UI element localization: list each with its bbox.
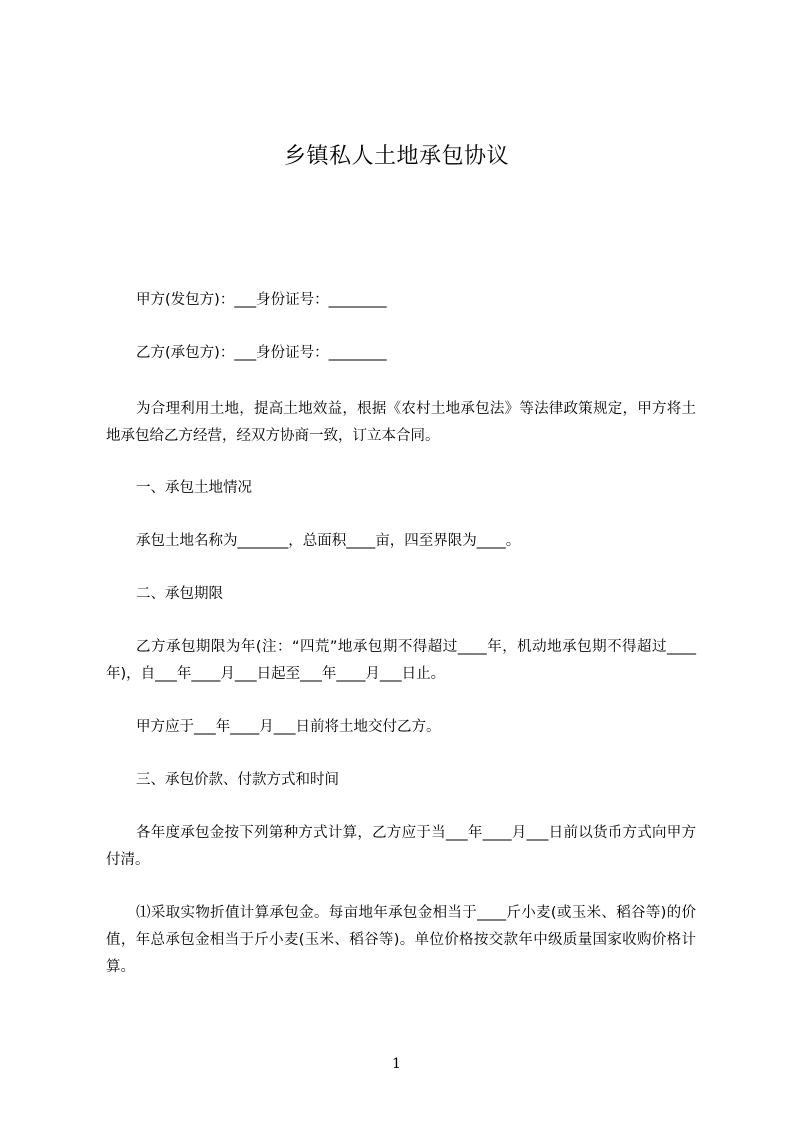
land-info-paragraph: 承包土地名称为_______，总面积____亩，四至界限为____。 (136, 533, 521, 549)
section-heading-term: 二、承包期限 (136, 586, 223, 602)
page-number: 1 (392, 1056, 401, 1072)
term-paragraph: 乙方承包期限为年(注：“四荒”地承包期不得超过____年，机动地承包期不得超过____年)，自___年____月___日起至___年____月___日止。 (106, 639, 696, 682)
document-title: 乡镇私人土地承包协议 (283, 144, 509, 169)
payment-method-1-paragraph: ⑴采取实物折值计算承包金。每亩地年承包金相当于____斤小麦(或玉米、稻谷等)的价值，年总承包金相当于斤小麦(玉米、稻谷等)。单位价格按交款年中级质量国家收购价格计算。 (106, 905, 696, 975)
party-a-line: 甲方(发包方)：___身份证号：________ (136, 292, 387, 308)
preamble-paragraph: 为合理利用土地，提高土地效益，根据《农村土地承包法》等法律政策规定，甲方将土地承包给乙方经营，经双方协商一致，订立本合同。 (106, 401, 696, 444)
section-heading-payment: 三、承包价款、付款方式和时间 (136, 772, 339, 788)
party-b-line: 乙方(承包方)：___身份证号：________ (136, 345, 387, 361)
section-heading-land-info: 一、承包土地情况 (136, 480, 252, 496)
payment-paragraph: 各年度承包金按下列第种方式计算，乙方应于当___年____月___日前以货币方式向甲方付清。 (106, 825, 696, 868)
delivery-paragraph: 甲方应于___年____月___日前将土地交付乙方。 (136, 719, 441, 735)
